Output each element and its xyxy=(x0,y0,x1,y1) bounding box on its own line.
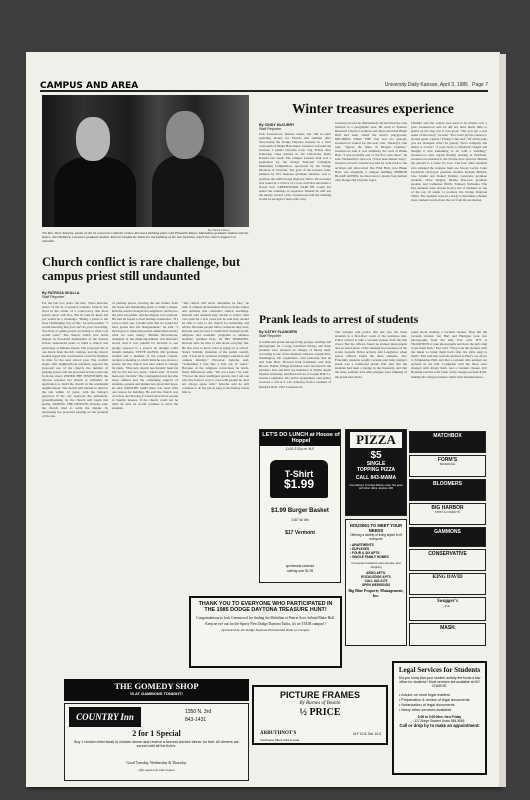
photo-credit: By David Kelsey xyxy=(208,228,230,232)
pizza-logo: PIZZA xyxy=(350,432,402,448)
country-inn-ad: COUNTRY Inn 1350 N. 3rd 843-1431 2 for 1 Special Buy 1 chicken fried steak or chicken dinner and receive a second chicken dinner for free. All dinners are served with all the fixin's. Good Tuesday, Wednesday & Thursday offer good only with coupon xyxy=(64,703,249,781)
lunch-banner: LET'S DO LUNCH at House of Hoppel xyxy=(260,430,341,446)
section-title: CAMPUS AND AREA xyxy=(40,81,139,91)
gomedy-shop-ad: THE GOMEDY SHOP IS AT GAMMONS TONIGHT! xyxy=(64,679,249,701)
treasure-story-col2: Greenwood said he immediately decided that the clue referred to a geographic area. He went to Spencer Research Library's archives and discovered that Blake Hall had been called the devil's playground. DECIDING THAT THE clue was too general, Greenwood waited for the next clue. Tuesday's clue said, "Ignore the lilies of Blayser Grenley." Greenwood said it was definitely the wall of Blake Hall. "I was probably one of the first ones there," he said. Wednesday's clue was "It has been buried away," Greenwood said. Greenwood said he went back to the archives and discovered that Flint Hall, now Blake Hall, was originally a campus building. BEHIND BLAKE ANNEX, he discovered a plastic bag marked with Dodge and Chrysler logos. xyxy=(335,121,407,182)
page-header xyxy=(40,81,488,92)
headline-church: Church conflict is rare challenge, but campus priest still undaunted xyxy=(42,255,241,283)
ad-mask: MASK xyxy=(409,623,486,646)
ad-king-david: KING DAVID xyxy=(409,573,486,595)
ad-forms: FORM'S BEVERAGE xyxy=(409,455,486,477)
country-inn-logo: COUNTRY Inn xyxy=(69,707,141,727)
headline-prank: Prank leads to arrest of students xyxy=(259,314,419,326)
legal-services-list: • Advice on most legal matters • Preparation & review of legal documents • Notarization of legal documents • Many other services available xyxy=(399,692,470,712)
pizza-ad: PIZZA $5 SINGLE TOPPING PIZZA CALL 843-MAMA Fast delivery in limited delivery area. Not good with other offers. Expires 4/30 xyxy=(345,429,407,516)
housing-ad: HOUSING TO MEET YOUR NEEDS Offering a variety of living styles to fit everyone • APARTMENTS • DUPLEXES • FOUR & SIX APTS • SINGLE FAMILY HOMES Convenient locations near campus, and shopping ARGO APTS. ROCKLEDGE APTS CALL 842-3175 OPEN WEEKENDS Big Blue Property Management, Inc. xyxy=(345,519,407,646)
photo-caption: The Rev. Vince Krische, pastor of the St. Lawrence Catholic Center, discusses building plans with Elizabeth Mayer, Manhattan graduate student and her fiance, Joel Paddock, Lawrence graduate student. Krische headed the battle for the building of the new facilities, which the church league is to maintain. xyxy=(42,231,249,244)
byline-church: By PATRICIA SKALLA Staff Reporter xyxy=(42,291,80,300)
church-story-col1: For the last two years, the Rev. Vince Krische, pastor of the St. Lawrence Catholic Church, has lived in the center of a controversy that most priests never will face. But he said he knew his job would be a challenge. "Being a priest is the most challenging way of life," he said recently. "I would knowing that you can't do your own thing. You have to guide people according to what God would want." The church, which now holds masses in Woodruff Auditorium of the Kansas Union, announced plans to build a church and parsonage at Indiana streets. The proposed site is one block from the KU campus, and the church leaders hoped that construction would be finished in time for the next school year. The conflict began after neighborhood residents opposed the proposed use of the church, the number of parking spaces and the proposed access to the site from the street. UNDER THE INVENTORY, the diocese reached last month to withdraw its application to build the church in the residential neighborhood. The church still intends to build at the site within 12 years, with the bishop's approval. If the city approves the settlement, groundbreaking for the church will begin this spring. DURING THE DISPUTE, Krische said, the church tried to settle the dispute by decreasing the proposed parking on the grounds of the site. xyxy=(42,301,108,419)
tshirt-graphic: T-Shirt $1.99 xyxy=(270,460,328,498)
housing-list: • APARTMENTS • DUPLEXES • FOUR & SIX APTS • SINGLE FAMILY HOMES xyxy=(350,543,389,559)
ad-conservative: CONSERVATIVE xyxy=(409,549,486,571)
ad-gammons: GAMMONS xyxy=(409,527,486,547)
news-photo xyxy=(42,95,249,227)
newspaper-page xyxy=(26,52,500,787)
photo-head-right xyxy=(166,111,204,159)
ad-matchbox: MATCHBOX xyxy=(409,431,486,453)
ad-swaggers: Swagger's Pub xyxy=(409,597,486,621)
byline-prank: By KATHY FLANDERS Staff Reporter xyxy=(259,330,298,339)
byline-treasure: By CINDY McCURRY Staff Reporter xyxy=(259,123,295,132)
page-stack-edge xyxy=(499,54,506,787)
treasure-story-col1: Jack Greenwood, Denver senior, has 100 in extra spending money for Florida this summer after discovering the Dodge Daytona treasure in a river wall south of Blake Hall annex. Greenwood found the treasure, a plastic Chrysler Corp. bag, Friday after following clues printed in the University Daily Kansan last week. The campus treasure hunt was a promotion by the Dodge National Collegiate Marketing Competition, sponsored by the Dodge Division of Chrysler. The goal of the treasure hunt, planned by five business graduate students, was to promote the 1985 Dodge Daytona Turbo. The treasure was found in a crevice of a rock wall that surrounds a flower bed. GREENWOOD SAID HE would not spend the winnings as expected. Instead he will use the money toward a trip. Greenwood said the winning would be enough to help with a trip. xyxy=(259,132,331,201)
dateline: University Daily Kansan, April 3, 1985 Page 7 xyxy=(384,82,488,88)
prank-story-col2: The resident told police that she saw the three students in a first-floor room of the residence hall. Police arrived to take a vacuum cleaner from the hall closet. But the officers found no framed photographs and an aerial photo of the students in possession of the stolen vacuum. Police arrived, said Longhofer, when police officers found the three students. Two Fraternity students sought vacuum said their pledge's prank was a traditional prank. Parr said that the students had been a pledge in the fraternity, and that the three students and other pledges were thinking of the prank and others. xyxy=(335,330,407,379)
thank-you-ad: THANK YOU TO EVERYONE WHO PARTICIPATED IN THE 1985 DODGE DAYTONA TREASURE HUNT! Congratulations to Jack Greenwood for finding the Medalion at Prairie Acre, behind Blake Hall. Keep an eye out for the Sporty New Dodge Daytona Turbo, it's on YOUR campus!! Sponsored by the Dodge Daytona Promotional Team on Campus xyxy=(189,596,342,668)
photo-figure-left xyxy=(54,157,136,227)
prank-story-col3: joked about stealing a vacuum cleaner. They left the vacuum cleaner, but Hart and Harrigan took two photographs from the hall, Parr said. IT'S A TRADITION to take photographs and have the girls sing to get them back," Parr said. "They took the pictures with the intent to bring them back after the girls sang to them." Parr said that took the pictures to Hart's car, drove to Templeman Hall, and met a resident who pointed out pictures in the hall. Longhofer said the three were charged with felony theft, and a vacuum cleaner. KU Housing said the total value of the charges exceeds $150, making the charges felonies rather than misdemeanors. xyxy=(411,330,487,379)
picture-frames-ad: PICTURE FRAMES By Burnes of Boston ½ PRICE ARBUTHNOT'S Southwest Plaza 23rd & Iowa M-F 10-8, Sat. 10-5 xyxy=(252,685,388,745)
treasure-story-col3: Palumbi said the walled area used to be turned over a year. Greenwood said he did not have much time to spend on the bag, but it was good. "Oh, you get a real sense of discovery," he said. "You won't get the chance to do that again, I guess." Friday's clue said, "Of all the pain you are strongest. Don't be greedy. Two's company and three's a crowd." "I went back to Danforth Chapel and thought it had something to do with a wedding," Greenwood said. Again finding nothing at Danforth, Greenwood returned to the Prairie Acre placard. Behind the placard is a stone for love. The four other students who planned the treasure hunt are Stacey Lecky, Luke Upchurch, first-year graduate student, Kristen Ballard, Lise Schiltz and Daniel Paddox, Lawrence graduate students. Dave Wegley, Olathe first-year graduate student, and Catherine Welch, Tomsed, Nebraska. The five students were chosen from a list of students as one of the top 10 teams to promote the Dodge Daytona Turbo. The students were in a study to determine whether more students learn about the car from the promotion. xyxy=(411,121,487,202)
church-story-col3: "The church will never determine its fate," he said. A campus environment often provides values and opinions that contradict church teachings. Krische said students may decide to follow their own path for a few years but he said they should be able to turn to the church for leadership and advice. Because people follow someone they trust, Krische said, he tries to build trust through social, religious and academic programs to enhance students' spiritual lives. IN HIS SERMONS, Krische said, he tries to talk about everyday life. He also tries to know what is going on at school. Nancy Schmitt, chairman of the parish council, said, "I feel he is a pioneer in higher education and campus ministry." However, Krische said, "Sometimes I feel like a fish out of water." Because of the religious convictions he holds, many differences arise. "I'm not a hero," he said. "I'm not the most intelligent person, but I am one who has found a way to cope with people he does not always agree with." Krische said he will continue to do his job as long as the bishop wants him to. xyxy=(182,301,249,395)
church-story-col2: of parking places, moving the site farther from the street and eliminating plans to build a chapel. Krische said he thought the neighbors' reaction to the plan was unfair, and the dispute was resolved. He said he hoped to heal feelings somewhat. "If I were to hate one, I would wish that we would not have gotten into the disagreement," he said. "I had hoped to think that people understand exactly what we were doing." Marilee Brownstone, chairman of the multi-department and Krische's board, said it was painful for Krische to see people opposed to a project he thought could benefit students. STEVE ALESSI, KU graduate student and a member of the parish council, recalled a meeting at which Krische was shown a poster, but the church was later asked to change its plans. "This new church has literally been his life for the last two years," Alessi said. "It hasn't been easy for him." The congregation has become more unified and the continuing support of students, parents and alumni has given him hope, he said. KRISCHE SAID there was more than one reason for building. He said the church was crowded, and moving it would serve more people at Sunday masses. If the church could not be built, he said, he would continue to serve the students. xyxy=(112,301,178,411)
photo-head-left xyxy=(76,117,110,161)
tshirt-ad: LET'S DO LUNCH at House of Hoppel 11:00-2:30 p.m. M-F T-Shirt $1.99 $1.99 Burger Basket 2167 W. 6th $17 Vermont sportswear closeout nothing over $1.99 xyxy=(259,429,341,583)
prank-story-col1: A traditional prank among living groups, stealing bell photographs for a song, backfired Friday, and three students were arrested on charges of felony theft, according to one of the students' advisers. Joseph Parr, Washington, DC sophomore, said yesterday that he and John Hart, Howard Park freshman, and Pete Brown, Prairie Village freshman were involved in the incident. Parr and Hart are members of Sigma Alpha Epsilon fraternity, and Brown lives at Joseph Hall. Lt. Jeanne Longhofer, KU police spokesman, said police received a call at 2 a.m. Saturday from a resident of Dunford Hall, 1301 Louisiana St. xyxy=(259,340,331,389)
ad-bloomers: BLOOMERS xyxy=(409,479,486,501)
ad-big-harbor: BIG HARBOR FIRST ACCIDENTS xyxy=(409,503,486,525)
photo-figure-right xyxy=(152,155,224,227)
headline-treasure: Winter treasures experience xyxy=(292,101,454,116)
legal-services-ad: Legal Services for Students Did you know that your student activity fee funds a law office for students? Most services are available at NO CHARGE: • Advice on most legal matters • Preparation & review of legal documents • Notarization of legal documents • Many other services available 8:00 to 5:00 Mon. thru Friday 117 Burge Student Union 864-5665 Call or drop by to make an appointment. xyxy=(392,661,487,775)
